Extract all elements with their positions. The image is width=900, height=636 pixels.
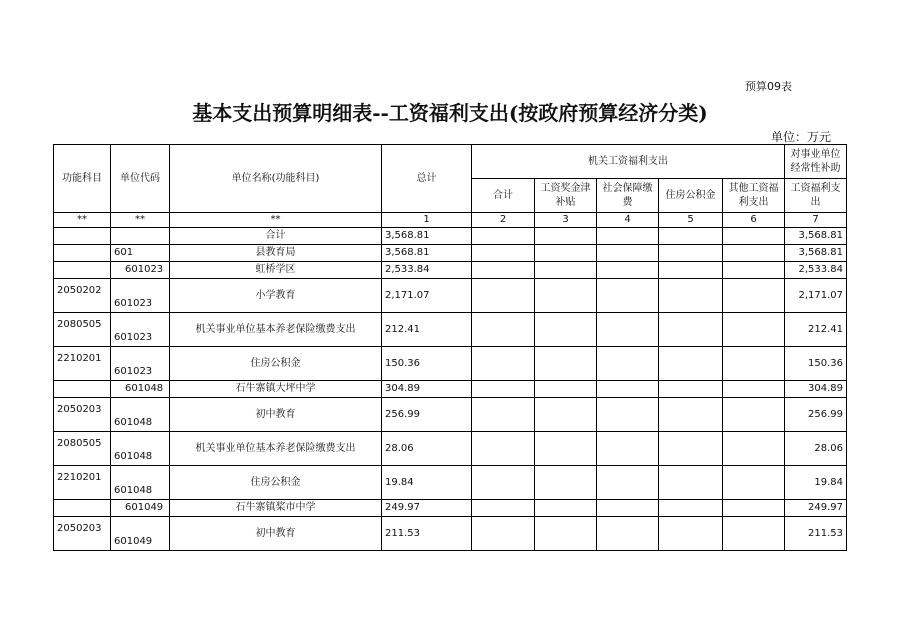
cell-organ-other [723, 432, 785, 466]
cell-organ-housing [659, 279, 723, 313]
header-unit-name: 单位名称(功能科目) [170, 145, 382, 213]
cell-organ-social [597, 262, 659, 279]
header-organ-sub-other: 其他工资福利支出 [723, 179, 785, 213]
cell-inst-salary: 212.41 [785, 313, 847, 347]
index-cell: ** [111, 213, 170, 228]
table-row [54, 279, 847, 313]
cell-unit-code [111, 228, 170, 245]
cell-unit-code: 601048 [111, 466, 170, 500]
cell-organ-salary [535, 466, 597, 500]
header-inst-group: 对事业单位经常性补助 [785, 145, 847, 179]
cell-organ-housing [659, 245, 723, 262]
cell-unit-code: 601023 [111, 313, 170, 347]
table-row [54, 466, 847, 500]
cell-inst-salary: 256.99 [785, 398, 847, 432]
cell-organ-total [472, 466, 535, 500]
cell-unit-name: 石牛寨镇桨市中学 [170, 500, 382, 517]
index-cell: 5 [659, 213, 723, 228]
cell-total: 256.99 [382, 398, 472, 432]
table-row [54, 517, 847, 551]
cell-inst-salary: 249.97 [785, 500, 847, 517]
header-organ-group: 机关工资福利支出 [472, 145, 785, 179]
cell-total: 249.97 [382, 500, 472, 517]
cell-organ-salary [535, 262, 597, 279]
cell-inst-salary: 3,568.81 [785, 228, 847, 245]
cell-unit-name: 石牛寨镇大坪中学 [170, 381, 382, 398]
cell-total: 3,568.81 [382, 228, 472, 245]
cell-func-subject: 2210201 [54, 347, 111, 381]
cell-organ-other [723, 381, 785, 398]
cell-organ-social [597, 245, 659, 262]
cell-inst-salary: 2,171.07 [785, 279, 847, 313]
cell-func-subject: 2080505 [54, 432, 111, 466]
cell-organ-salary [535, 500, 597, 517]
table-row [54, 228, 847, 245]
unit-label: 单位：万元 [771, 130, 832, 144]
cell-inst-salary: 2,533.84 [785, 262, 847, 279]
cell-unit-code: 601048 [111, 381, 170, 398]
cell-total: 2,171.07 [382, 279, 472, 313]
cell-inst-salary: 3,568.81 [785, 245, 847, 262]
table-row [54, 245, 847, 262]
cell-organ-housing [659, 432, 723, 466]
cell-unit-code: 601023 [111, 347, 170, 381]
table-row [54, 500, 847, 517]
cell-organ-salary [535, 517, 597, 551]
header-func-subject: 功能科目 [54, 145, 111, 213]
cell-func-subject [54, 500, 111, 517]
cell-organ-salary [535, 245, 597, 262]
table-row [54, 313, 847, 347]
cell-func-subject [54, 228, 111, 245]
cell-organ-other [723, 245, 785, 262]
cell-organ-social [597, 381, 659, 398]
cell-organ-salary [535, 347, 597, 381]
cell-unit-name: 虹桥学区 [170, 262, 382, 279]
page-title: 基本支出预算明细表--工资福利支出(按政府预算经济分类) [192, 101, 708, 125]
cell-organ-total [472, 347, 535, 381]
form-number: 预算09表 [745, 80, 792, 93]
cell-organ-social [597, 398, 659, 432]
cell-organ-total [472, 262, 535, 279]
cell-organ-salary [535, 279, 597, 313]
cell-organ-other [723, 466, 785, 500]
cell-func-subject [54, 381, 111, 398]
cell-organ-other [723, 279, 785, 313]
cell-organ-housing [659, 262, 723, 279]
cell-organ-social [597, 313, 659, 347]
cell-organ-housing [659, 228, 723, 245]
header-total: 总计 [382, 145, 472, 213]
cell-unit-code: 601048 [111, 398, 170, 432]
cell-func-subject [54, 262, 111, 279]
cell-total: 211.53 [382, 517, 472, 551]
cell-unit-name: 合计 [170, 228, 382, 245]
cell-organ-social [597, 228, 659, 245]
cell-total: 19.84 [382, 466, 472, 500]
cell-unit-code: 601023 [111, 262, 170, 279]
cell-total: 212.41 [382, 313, 472, 347]
cell-organ-total [472, 517, 535, 551]
cell-organ-housing [659, 500, 723, 517]
cell-organ-total [472, 228, 535, 245]
cell-unit-name: 初中教育 [170, 517, 382, 551]
cell-organ-other [723, 313, 785, 347]
cell-total: 2,533.84 [382, 262, 472, 279]
cell-organ-salary [535, 228, 597, 245]
table-row [54, 347, 847, 381]
cell-func-subject: 2050203 [54, 517, 111, 551]
cell-organ-total [472, 381, 535, 398]
header-organ-sub-salary: 工资奖金津补贴 [535, 179, 597, 213]
cell-organ-social [597, 279, 659, 313]
cell-organ-other [723, 347, 785, 381]
index-cell: ** [170, 213, 382, 228]
index-cell: ** [54, 213, 111, 228]
table-row [54, 381, 847, 398]
cell-organ-social [597, 500, 659, 517]
index-cell: 4 [597, 213, 659, 228]
cell-organ-housing [659, 347, 723, 381]
cell-organ-total [472, 245, 535, 262]
cell-unit-code: 601023 [111, 279, 170, 313]
index-row [54, 213, 847, 228]
cell-total: 3,568.81 [382, 245, 472, 262]
cell-organ-total [472, 313, 535, 347]
cell-organ-other [723, 262, 785, 279]
cell-unit-name: 初中教育 [170, 398, 382, 432]
cell-organ-housing [659, 381, 723, 398]
header-unit-code: 单位代码 [111, 145, 170, 213]
cell-organ-social [597, 432, 659, 466]
cell-inst-salary: 211.53 [785, 517, 847, 551]
cell-organ-salary [535, 398, 597, 432]
budget-table [53, 144, 847, 551]
header-organ-sub-total: 合计 [472, 179, 535, 213]
cell-inst-salary: 19.84 [785, 466, 847, 500]
cell-organ-other [723, 517, 785, 551]
cell-inst-salary: 28.06 [785, 432, 847, 466]
index-cell: 6 [723, 213, 785, 228]
cell-total: 150.36 [382, 347, 472, 381]
cell-organ-other [723, 228, 785, 245]
cell-unit-code: 601049 [111, 500, 170, 517]
cell-organ-other [723, 500, 785, 517]
cell-organ-total [472, 398, 535, 432]
cell-func-subject: 2080505 [54, 313, 111, 347]
index-cell: 3 [535, 213, 597, 228]
cell-unit-name: 住房公积金 [170, 466, 382, 500]
cell-organ-salary [535, 381, 597, 398]
cell-organ-total [472, 432, 535, 466]
cell-total: 28.06 [382, 432, 472, 466]
cell-organ-total [472, 500, 535, 517]
cell-organ-other [723, 398, 785, 432]
index-cell: 1 [382, 213, 472, 228]
cell-func-subject: 2050203 [54, 398, 111, 432]
cell-organ-salary [535, 432, 597, 466]
header-inst-sub: 工资福利支出 [785, 179, 847, 213]
cell-organ-housing [659, 398, 723, 432]
cell-unit-name: 住房公积金 [170, 347, 382, 381]
cell-unit-name: 机关事业单位基本养老保险缴费支出 [170, 313, 382, 347]
cell-unit-name: 县教育局 [170, 245, 382, 262]
cell-func-subject: 2050202 [54, 279, 111, 313]
cell-unit-name: 小学教育 [170, 279, 382, 313]
cell-organ-social [597, 517, 659, 551]
cell-organ-housing [659, 517, 723, 551]
cell-organ-total [472, 279, 535, 313]
cell-func-subject [54, 245, 111, 262]
index-cell: 2 [472, 213, 535, 228]
header-organ-sub-housing: 住房公积金 [659, 179, 723, 213]
cell-inst-salary: 150.36 [785, 347, 847, 381]
table-row [54, 398, 847, 432]
cell-organ-social [597, 347, 659, 381]
table-row [54, 432, 847, 466]
cell-unit-code: 601 [111, 245, 170, 262]
cell-organ-social [597, 466, 659, 500]
cell-unit-code: 601048 [111, 432, 170, 466]
cell-unit-code: 601049 [111, 517, 170, 551]
cell-func-subject: 2210201 [54, 466, 111, 500]
header-organ-sub-social: 社会保障缴费 [597, 179, 659, 213]
cell-inst-salary: 304.89 [785, 381, 847, 398]
cell-organ-housing [659, 313, 723, 347]
table-row [54, 262, 847, 279]
cell-organ-salary [535, 313, 597, 347]
cell-unit-name: 机关事业单位基本养老保险缴费支出 [170, 432, 382, 466]
cell-total: 304.89 [382, 381, 472, 398]
cell-organ-housing [659, 466, 723, 500]
index-cell: 7 [785, 213, 847, 228]
